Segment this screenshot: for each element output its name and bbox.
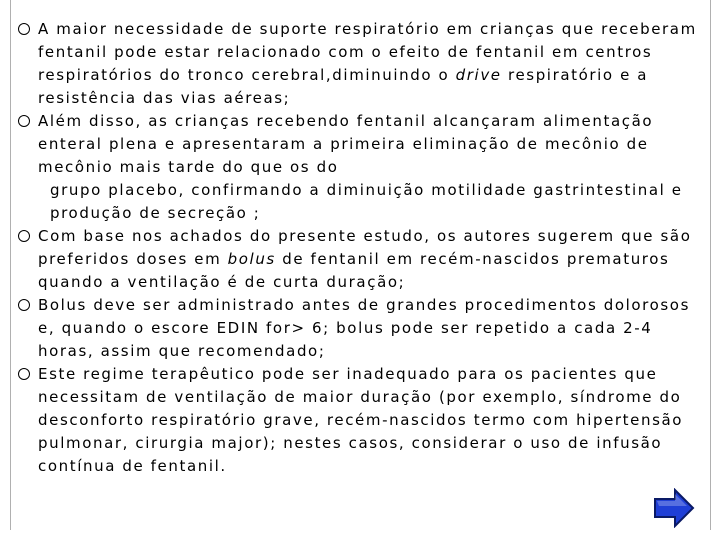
bullet-circle-icon (18, 230, 30, 242)
bullet-text: A maior necessidade de suporte respiratório em crianças que receberam fentanil pode estar relacionado com o efeito de fentanil em centros respiratórios do tronco cerebral,diminuindo o drive respiratório e a resistência das vias aéreas; (38, 20, 697, 107)
bullet-circle-icon (18, 299, 30, 311)
bullet-item (18, 363, 702, 478)
bullet-circle-icon (18, 115, 30, 127)
bullet-continuation-text: grupo placebo, confirmando a diminuição motilidade gastrintestinal e produção de secreção ; (50, 181, 683, 222)
bullet-text: Com base nos achados do presente estudo, os autores sugerem que são preferidos doses em bolus de fentanil em recém-nascidos prematuros quando a ventilação é de curta duração; (38, 227, 692, 291)
left-border-line (10, 0, 11, 530)
bullet-text: Além disso, as crianças recebendo fentanil alcançaram alimentação enteral plena e apresentaram a primeira eliminação de mecônio de mecônio mais tarde do que os do (38, 112, 654, 176)
next-slide-button[interactable] (653, 488, 695, 528)
bullet-item (18, 110, 702, 225)
bullet-circle-icon (18, 23, 30, 35)
bullet-item (18, 294, 702, 363)
bullet-circle-icon (18, 368, 30, 380)
slide-body (18, 18, 702, 478)
right-arrow-icon (653, 488, 695, 528)
bullet-item (18, 18, 702, 110)
bullet-text: Este regime terapêutico pode ser inadequado para os pacientes que necessitam de ventilação de maior duração (por exemplo, síndrome do desconforto respiratório grave, recém-nascidos termo com hipertensão pulmonar, cirurgia major); nestes casos, considerar o uso de infusão contínua de fentanil. (38, 365, 684, 475)
right-border-line (710, 0, 711, 530)
bullet-text: Bolus deve ser administrado antes de grandes procedimentos dolorosos e, quando o escore EDIN for> 6; bolus pode ser repetido a cada 2-4 horas, assim que recomendado; (38, 296, 691, 360)
bullet-item (18, 225, 702, 294)
